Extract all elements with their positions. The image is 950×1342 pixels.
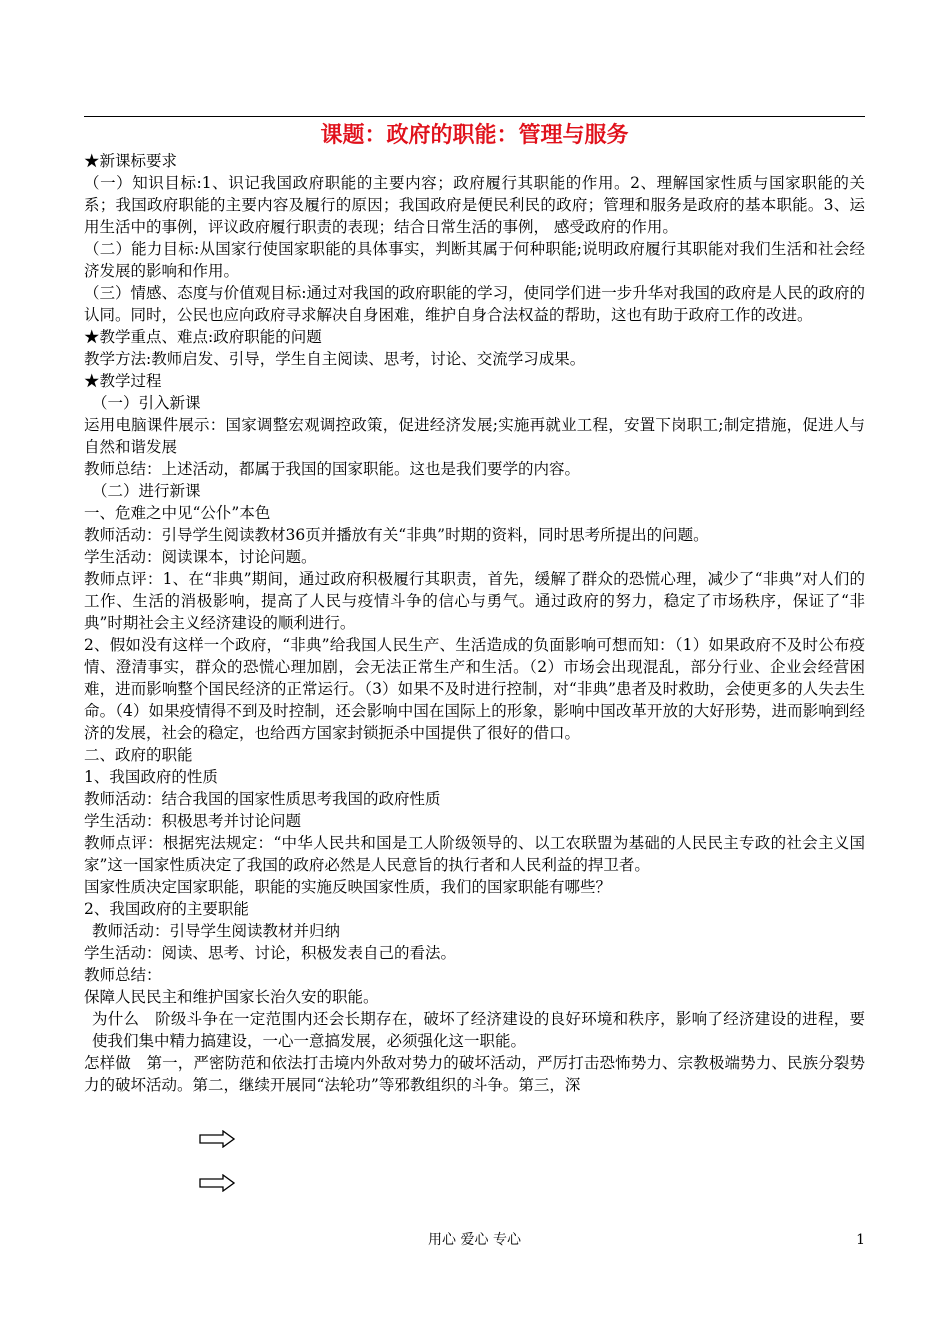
paragraph-student-activity-3: 学生活动：阅读、思考、讨论，积极发表自己的看法。 (84, 944, 457, 962)
paragraph-teacher-activity-2: 教师活动：结合我国的国家性质思考我国的政府性质 (84, 790, 441, 808)
section-heading-standards: ★新课标要求 (84, 152, 178, 170)
subheading-government-nature: 1、我国政府的性质 (84, 768, 218, 786)
paragraph-attitude-goals: （三）情感、态度与价值观目标:通过对我国的政府职能的学习，使同学们进一步升华对我国的政府是人民的政府的认同。同时，公民也应向政府寻求解决自身困难，维护自身合法权益的帮助，这也有助于政府工作的改进。 (84, 284, 865, 324)
paragraph-teacher-summary-1: 教师总结：上述活动，都属于我国的国家职能。这也是我们要学的内容。 (84, 460, 581, 478)
paragraph-courseware: 运用电脑课件展示：国家调整宏观调控政策，促进经济发展;实施再就业工程，安置下岗职工;制定措施，促进人与自然和谐发展 (84, 416, 865, 456)
paragraph-teacher-comment-1: 教师点评：1、在“非典”期间，通过政府积极履行其职责，首先，缓解了群众的恐慌心理，减少了“非典”对人们的工作、生活的消极影响，提高了人民与疫情斗争的信心与勇气。通过政府的努力，稳定了市场秩序，保证了“非典”时期社会主义经济建设的顺利进行。 (84, 570, 865, 632)
right-arrow-icon (199, 1130, 235, 1148)
paragraph-function-democracy: 保障人民民主和维护国家长治久安的职能。 (84, 988, 379, 1006)
document-body (84, 150, 865, 1096)
page-footer (84, 1228, 865, 1252)
paragraph-teacher-summary-2: 教师总结： (84, 966, 162, 984)
paragraph-student-activity-2: 学生活动：积极思考并讨论问题 (84, 812, 302, 830)
paragraph-knowledge-goals: （一）知识目标:1、识记我国政府职能的主要内容；政府履行其职能的作用。2、理解国家性质与国家职能的关系；我国政府职能的主要内容及履行的原因；我国政府是便民利民的政府；管理和服务是政府的基本职能。3、运用生活中的事例，评议政府履行职责的表现；结合日常生活的事例， 感受政府的作用。 (84, 174, 865, 236)
paragraph-teacher-activity-1: 教师活动：引导学生阅读教材36页并播放有关“非典”时期的资料，同时思考所提出的问题。 (84, 526, 709, 544)
paragraph-state-nature: 国家性质决定国家职能，职能的实施反映国家性质，我们的国家职能有哪些？ (84, 878, 612, 896)
paragraph-ability-goals: （二）能力目标:从国家行使国家职能的具体事实，判断其属于何种职能;说明政府履行其职能对我们生活和社会经济发展的影响和作用。 (84, 240, 865, 280)
paragraph-teacher-activity-3: 教师活动：引导学生阅读教材并归纳 (92, 922, 341, 940)
header-rule (84, 116, 865, 117)
paragraph-teaching-method: 教学方法:教师启发、引导，学生自主阅读、思考，讨论、交流学习成果。 (84, 350, 586, 368)
paragraph-teacher-comment-2: 教师点评：根据宪法规定：“中华人民共和国是工人阶级领导的、以工农联盟为基础的人民民主专政的社会主义国家”这一国家性质决定了我国的政府必然是人民意旨的执行者和人民利益的捍卫者。 (84, 834, 865, 874)
section-heading-key-points: ★教学重点、难点:政府职能的问题 (84, 328, 322, 346)
page-number: 1 (856, 1232, 865, 1248)
subheading-intro: （一）引入新课 (92, 394, 201, 412)
paragraph-hypothetical: 2、假如没有这样一个政府，“非典”给我国人民生产、生活造成的负面影响可想而知：（1）如果政府不及时公布疫情、澄清事实，群众的恐慌心理加剧，会无法正常生产和生活。（2）市场会出现混乱，部分行业、企业会经营困难，进而影响整个国民经济的正常运行。（3）如果不及时进行控制，对“非典”患者及时救助，会使更多的人失去生命。（4）如果疫情得不到及时控制，还会影响中国在国际上的形象，影响中国改革开放的大好形势，进而影响到经济的发展，社会的稳定，也给西方国家封锁扼杀中国提供了很好的借口。 (84, 636, 865, 742)
section-heading-process: ★教学过程 (84, 372, 162, 390)
right-arrow-icon (199, 1174, 235, 1192)
footer-motto: 用心 爱心 专心 (428, 1232, 521, 1248)
heading-part-one: 一、危难之中见“公仆”本色 (84, 504, 271, 522)
paragraph-why: 为什么 阶级斗争在一定范围内还会长期存在，破坏了经济建设的良好环境和秩序，影响了经济建设的进程，要使我们集中精力搞建设，一心一意搞发展，必须强化这一职能。 (92, 1010, 865, 1050)
page-title: 课题：政府的职能：管理与服务 (320, 122, 629, 148)
heading-part-two: 二、政府的职能 (84, 746, 193, 764)
subheading-main-functions: 2、我国政府的主要职能 (84, 900, 249, 918)
subheading-new-lesson: （二）进行新课 (92, 482, 201, 500)
paragraph-student-activity-1: 学生活动：阅读课本，讨论问题。 (84, 548, 317, 566)
paragraph-how: 怎样做 第一，严密防范和依法打击境内外敌对势力的破坏活动，严厉打击恐怖势力、宗教极端势力、民族分裂势力的破坏活动。第二，继续开展同“法轮功”等邪教组织的斗争。第三，深 (84, 1054, 865, 1094)
